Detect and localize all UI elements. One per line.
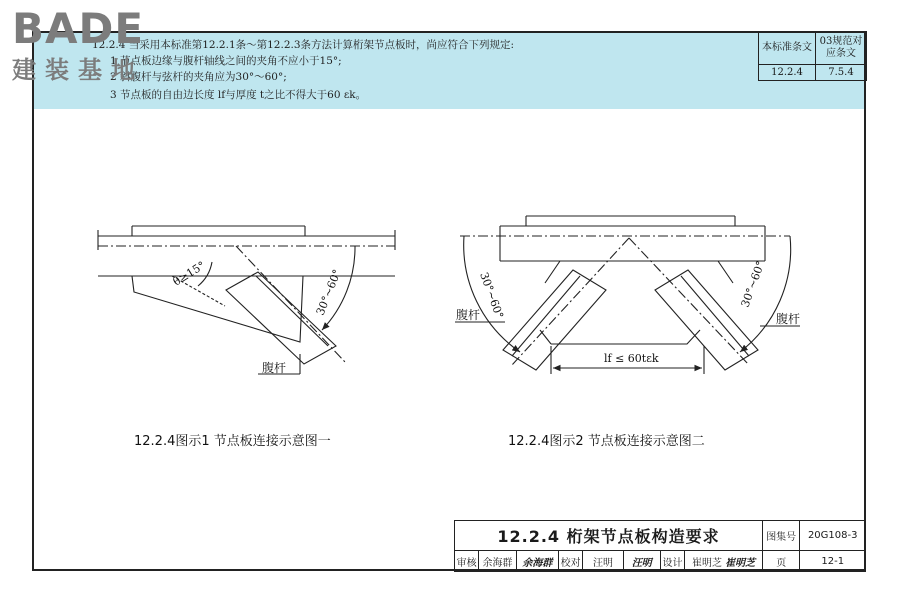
standard-clause-intro: 12.2.4 当采用本标准第12.2.1条～第12.2.3条方法计算桁架节点板时，尚应符合下列规定:	[92, 39, 515, 51]
designer-signature: 崔明芝	[725, 557, 756, 569]
checker-name: 汪明	[583, 551, 623, 572]
fig2-free-edge-label: lf ≤ 60tεk	[604, 352, 659, 365]
fig2-range-label-left: 30°~60°	[477, 270, 506, 321]
page-number: 12-1	[800, 551, 866, 572]
reviewer-name: 余海群	[479, 551, 516, 572]
fig1-range-label: 30°~60°	[313, 267, 344, 318]
fig1-theta-label: θ≥15°	[170, 258, 208, 289]
logo-tagline: 建装基地	[12, 56, 144, 84]
fig1-gusset-plate	[132, 276, 303, 342]
fig2-axis-left	[512, 238, 629, 365]
fig1-web-member	[226, 272, 336, 364]
fig2-web-member-left	[503, 270, 606, 370]
figure2-caption: 12.2.4图示2 节点板连接示意图二	[508, 434, 705, 449]
review-label: 审核	[455, 551, 479, 572]
fig2-member-label-left: 腹杆	[456, 308, 481, 322]
figure1-caption: 12.2.4图示1 节点板连接示意图一	[134, 434, 331, 449]
page-label: 页	[762, 551, 799, 572]
ref-col2-value: 7.5.4	[816, 65, 867, 81]
title-block	[454, 520, 866, 572]
fig2-axis-right	[629, 238, 749, 365]
designer-name-and-signature	[685, 551, 763, 572]
drawing-title: 12.2.4 桁架节点板构造要求	[455, 521, 763, 551]
standard-clause-item-1: 1 节点板边缘与腹杆轴线之间的夹角不应小于15°;	[110, 55, 342, 67]
fig2-range-label-right: 30°~60°	[738, 259, 768, 310]
atlas-no-label: 图集号	[762, 521, 799, 551]
ref-col1-value: 12.2.4	[759, 65, 816, 81]
check-label: 校对	[559, 551, 583, 572]
atlas-no-value: 20G108-3	[800, 521, 866, 551]
reviewer-signature: 余海群	[516, 551, 558, 572]
fig2-member-label-right: 腹杆	[776, 312, 801, 326]
logo-wordmark: BADE	[12, 4, 145, 53]
ref-col2-header: 03规范对应条文	[816, 32, 867, 65]
fig1-member-label: 腹杆	[262, 361, 287, 375]
fig2-gusset-free-edge	[551, 330, 700, 344]
designer-name: 崔明芝	[691, 557, 722, 569]
fig2-gusset-top-edges	[545, 261, 733, 283]
standard-clause-item-2: 2 斜腹杆与弦杆的夹角应为30°～60°;	[110, 71, 287, 83]
figure1-drawing	[98, 226, 395, 374]
design-label: 设计	[660, 551, 684, 572]
ref-col1-header: 本标准条文	[759, 32, 816, 65]
checker-signature: 汪明	[623, 551, 660, 572]
standard-clause-item-3: 3 节点板的自由边长度 lf与厚度 t之比不得大于60 εk。	[110, 89, 367, 101]
